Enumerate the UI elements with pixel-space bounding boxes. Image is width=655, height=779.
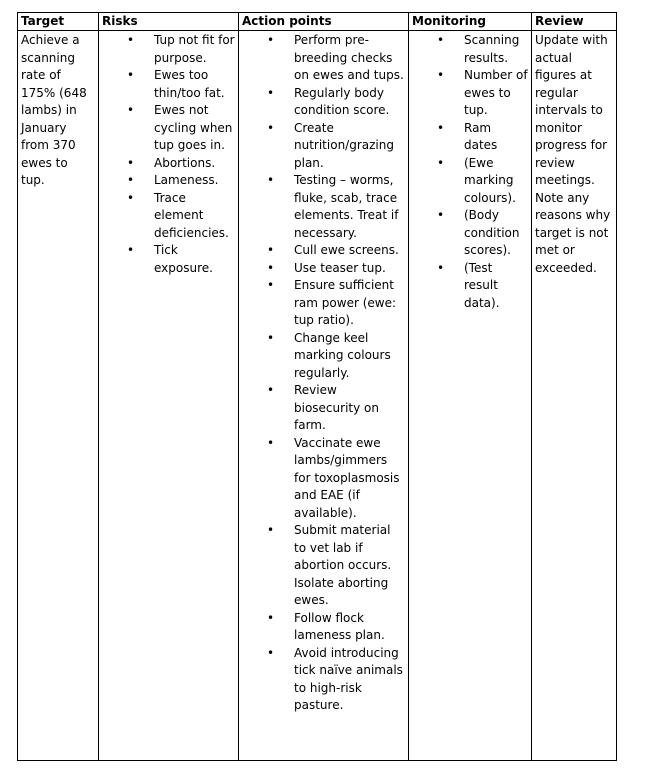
risk-item: • Ewes too thin/too fat. [102,67,235,102]
target-cell [18,31,99,761]
action-point-item: • Review biosecurity on farm. [242,382,405,435]
review-text: Update with actual figures at regular intervals to monitor progress for review meetings. Note any reasons why target is not met or exceeded. [535,33,611,275]
action-point-item: • Submit material to vet lab if abortion occurs. Isolate aborting ewes. [242,522,405,610]
action-point-item: • Ensure sufficient ram power (ewe: tup ratio). [242,277,405,330]
risk-item: • Abortions. [102,155,235,173]
monitoring-item: • Scanning results. [412,32,528,67]
risk-item: • Trace element deficiencies. [102,190,235,243]
action-point-item: • Perform pre-breeding checks on ewes and tups. [242,32,405,85]
content-row [18,31,617,761]
action-points-list [242,32,405,715]
header-review: Review [532,13,617,31]
risk-item: • Tup not fit for purpose. [102,32,235,67]
action-point-item: • Cull ewe screens. [242,242,405,260]
header-risks: Risks [99,13,239,31]
header-action-points: Action points [239,13,409,31]
action-point-item: • Testing – worms, fluke, scab, trace elements. Treat if necessary. [242,172,405,242]
risks-cell [99,31,239,761]
action-point-item: • Change keel marking colours regularly. [242,330,405,383]
action-point-item: • Vaccinate ewe lambs/gimmers for toxoplasmosis and EAE (if available). [242,435,405,523]
review-cell [532,31,617,761]
risk-item: • Tick exposure. [102,242,235,277]
action-point-item: • Follow flock lameness plan. [242,610,405,645]
monitoring-item: • Number of ewes to tup. [412,67,528,120]
target-text: Achieve a scanning rate of 175% (648 lambs) in January from 370 ewes to tup. [21,33,87,187]
risk-item: • Lameness. [102,172,235,190]
monitoring-item: • (Body condition scores). [412,207,528,260]
breeding-plan-table [17,12,617,761]
action-points-cell [239,31,409,761]
risk-item: • Ewes not cycling when tup goes in. [102,102,235,155]
monitoring-cell [409,31,532,761]
risks-list [102,32,235,277]
header-monitoring: Monitoring [409,13,532,31]
header-row [18,13,617,31]
action-point-item: • Use teaser tup. [242,260,405,278]
monitoring-item: • Ram dates [412,120,528,155]
monitoring-list [412,32,528,312]
action-point-item: • Avoid introducing tick naïve animals to high-risk pasture. [242,645,405,715]
monitoring-item: • (Test result data). [412,260,528,313]
action-point-item: • Create nutrition/grazing plan. [242,120,405,173]
action-point-item: • Regularly body condition score. [242,85,405,120]
header-target: Target [18,13,99,31]
monitoring-item: • (Ewe marking colours). [412,155,528,208]
